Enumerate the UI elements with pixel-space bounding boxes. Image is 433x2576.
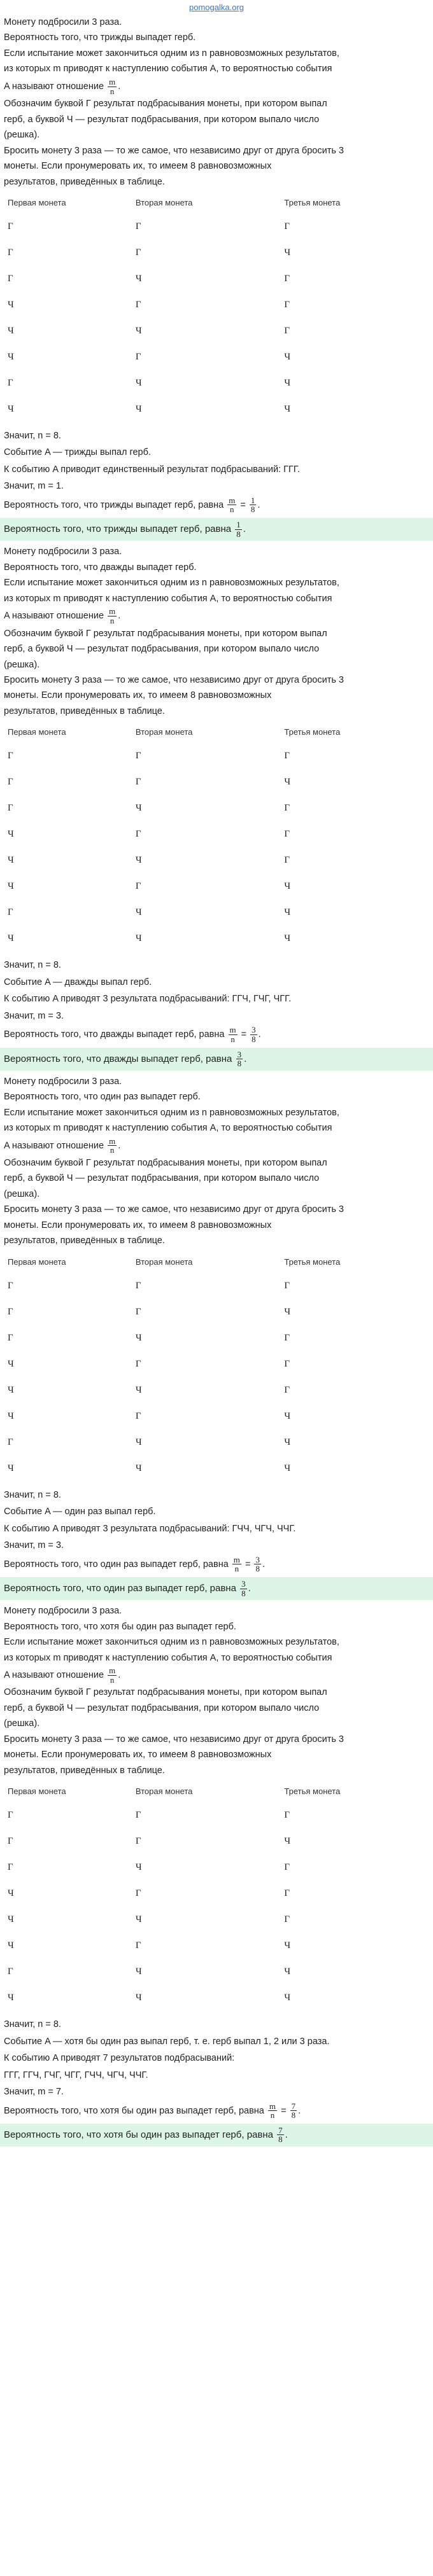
n-value: Значит, n = 8. (4, 430, 61, 441)
fraction: $\frac{m}{n}$ (109, 1136, 116, 1155)
table-cell: Г (284, 1332, 290, 1343)
throw-line: монеты. Если пронумеровать их, то имеем 8 равновозможных (4, 161, 272, 172)
table-cell: Ч (284, 777, 291, 788)
table-cell: Г (135, 1940, 141, 1951)
table-cell: Г (135, 1410, 141, 1421)
intro-text: Монету подбросили 3 раза. (4, 1606, 122, 1617)
table-cell: Г (284, 1914, 290, 1925)
throw-line: Бросить монету 3 раза — то же самое, что независимо друг от друга бросить 3 (4, 145, 344, 156)
table-row (4, 1377, 429, 1403)
table-row (4, 318, 429, 344)
definition-formula: A называют отношение $\frac{m}{n}$ . (4, 1136, 121, 1155)
table-cell: Ч (135, 1437, 142, 1447)
table-cell: Г (8, 1862, 13, 1873)
table-row (4, 743, 429, 769)
table-cell: Г (8, 803, 13, 814)
table-cell: Ч (135, 403, 142, 414)
table-row (4, 821, 429, 847)
site-link[interactable]: pomogalka.org (189, 2, 244, 12)
table-header-cell: Вторая монета (135, 727, 193, 737)
table-cell: Г (284, 273, 290, 284)
table-cell: Ч (8, 325, 14, 336)
table-row (4, 795, 429, 821)
fraction: $\frac{1}{8}$ (250, 495, 255, 515)
favorable-outcomes: К событию A приводит единственный результат подбрасываний: ГГГ. (4, 464, 300, 475)
table-row (4, 847, 429, 874)
answer-highlight: Вероятность того, что хотя бы один раз выпадет герб, равна $\frac{7}{8}$ . (0, 2124, 433, 2147)
table-header-row (4, 194, 429, 214)
table-cell: Ч (135, 377, 142, 388)
table-cell: Ч (8, 1358, 14, 1369)
definition-line: из которых m приводят к наступлению события A, то вероятностью события (4, 593, 332, 604)
table-row (4, 1959, 429, 1985)
table-cell: Ч (8, 1410, 14, 1421)
table-cell: Г (135, 881, 141, 892)
table-row (4, 266, 429, 292)
notation-line: (решка). (4, 130, 40, 141)
table-cell: Г (284, 1384, 290, 1395)
table-cell: Ч (8, 1914, 14, 1925)
outcomes-table (4, 1783, 429, 2011)
table-cell: Г (135, 351, 141, 362)
table-cell: Г (135, 777, 141, 788)
table-cell: Г (8, 751, 13, 762)
notation-line: (решка). (4, 659, 40, 670)
table-cell: Г (8, 1332, 13, 1343)
table-cell: Ч (284, 1836, 291, 1847)
table-cell: Ч (8, 1993, 14, 2003)
table-cell: Г (284, 1280, 290, 1291)
table-row (4, 292, 429, 318)
table-cell: Ч (284, 1437, 291, 1447)
solution-section (4, 1075, 429, 1600)
table-row (4, 1933, 429, 1959)
table-row (4, 1828, 429, 1855)
notation-line: (решка). (4, 1188, 40, 1199)
table-row (4, 874, 429, 900)
table-header-cell: Вторая монета (135, 197, 193, 207)
notation-line: (решка). (4, 1718, 40, 1729)
fraction: $\frac{m}{n}$ (229, 495, 236, 515)
table-cell: Ч (284, 247, 291, 258)
table-cell: Г (135, 751, 141, 762)
notation-line: герб, а буквой Ч — результат подбрасывания, при котором выпало число (4, 114, 320, 125)
table-cell: Ч (8, 881, 14, 892)
table-cell: Ч (135, 325, 142, 336)
table-header-cell: Третья монета (284, 1786, 341, 1797)
throw-line: результатов, приведённых в таблице. (4, 176, 165, 187)
table-cell: Ч (135, 933, 142, 944)
table-cell: Г (8, 273, 13, 284)
table-cell: Ч (284, 1993, 291, 2003)
definition-formula: A называют отношение $\frac{m}{n}$ . (4, 1666, 121, 1685)
table-cell: Г (284, 803, 290, 814)
table-cell: Ч (284, 1967, 291, 1977)
answer-highlight: Вероятность того, что дважды выпадет герб, равна $\frac{3}{8}$ . (0, 1048, 433, 1071)
table-cell: Г (8, 907, 13, 918)
table-cell: Г (135, 221, 141, 232)
table-cell: Ч (8, 855, 14, 866)
favorable-outcomes: К событию A приводят 7 результатов подбрасываний: (4, 2053, 235, 2064)
table-cell: Ч (8, 1888, 14, 1899)
table-row (4, 926, 429, 952)
table-header-row (4, 1783, 429, 1802)
throw-line: монеты. Если пронумеровать их, то имеем 8 равновозможных (4, 690, 272, 701)
table-cell: Г (284, 855, 290, 866)
throw-line: Бросить монету 3 раза — то же самое, что независимо друг от друга бросить 3 (4, 674, 344, 685)
table-cell: Г (135, 1306, 141, 1317)
event-definition: Событие A — один раз выпал герб. (4, 1507, 156, 1517)
m-value: Значит, m = 7. (4, 2087, 64, 2098)
table-header-cell: Третья монета (284, 1257, 341, 1267)
table-cell: Г (8, 1810, 13, 1821)
table-row (4, 1325, 429, 1351)
fraction: $\frac{7}{8}$ (278, 2125, 283, 2145)
table-cell: Ч (135, 1967, 142, 1977)
table-row (4, 1273, 429, 1299)
probability-formula: Вероятность того, что трижды выпадет герб, равна $\frac{m}{n}$ = $\frac{1}{8}$ . (4, 495, 260, 515)
table-row (4, 396, 429, 422)
table-row (4, 1456, 429, 1482)
table-row (4, 769, 429, 795)
table-header-row (4, 1253, 429, 1273)
favorable-outcomes: К событию A приводят 3 результата подбрасываний: ГЧЧ, ЧГЧ, ЧЧГ. (4, 1523, 296, 1534)
question-text: Вероятность того, что хотя бы один раз выпадет герб. (4, 1621, 236, 1632)
answer-highlight: Вероятность того, что один раз выпадет герб, равна $\frac{3}{8}$ . (0, 1577, 433, 1600)
table-cell: Г (284, 1358, 290, 1369)
table-header-cell: Первая монета (8, 1786, 66, 1797)
table-cell: Ч (135, 907, 142, 918)
fraction: $\frac{m}{n}$ (109, 76, 116, 96)
table-cell: Ч (135, 273, 142, 284)
table-header-cell: Первая монета (8, 727, 66, 737)
table-cell: Ч (284, 1306, 291, 1317)
favorable-outcomes: К событию A приводят 3 результата подбрасываний: ГГЧ, ГЧГ, ЧГГ. (4, 994, 292, 1005)
table-cell: Г (135, 1358, 141, 1369)
table-row (4, 1802, 429, 1828)
table-cell: Ч (135, 1862, 142, 1873)
table-row (4, 1881, 429, 1907)
table-cell: Ч (135, 855, 142, 866)
question-text: Вероятность того, что один раз выпадет герб. (4, 1092, 201, 1103)
table-cell: Ч (8, 1940, 14, 1951)
definition-formula: A называют отношение $\frac{m}{n}$ . (4, 76, 121, 96)
definition-line: Если испытание может закончиться одним из n равновозможных результатов, (4, 48, 339, 59)
table-row (4, 370, 429, 396)
table-cell: Ч (135, 1332, 142, 1343)
throw-line: Бросить монету 3 раза — то же самое, что независимо друг от друга бросить 3 (4, 1734, 344, 1744)
table-cell: Г (8, 247, 13, 258)
m-value: Значит, m = 3. (4, 1010, 64, 1021)
table-cell: Г (284, 1810, 290, 1821)
fraction: $\frac{3}{8}$ (237, 1049, 242, 1069)
question-text: Вероятность того, что дважды выпадет герб. (4, 562, 197, 573)
table-header-cell: Вторая монета (135, 1786, 193, 1797)
table-cell: Г (135, 1836, 141, 1847)
n-value: Значит, n = 8. (4, 1489, 61, 1500)
site-header (0, 0, 433, 14)
table-cell: Ч (8, 1463, 14, 1473)
table-cell: Г (284, 299, 290, 310)
definition-formula: A называют отношение $\frac{m}{n}$ . (4, 606, 121, 625)
definition-line: из которых m приводят к наступлению события A, то вероятностью события (4, 1652, 332, 1663)
table-cell: Ч (8, 299, 14, 310)
intro-text: Монету подбросили 3 раза. (4, 1076, 122, 1087)
throw-line: монеты. Если пронумеровать их, то имеем 8 равновозможных (4, 1750, 272, 1760)
throw-line: результатов, приведённых в таблице. (4, 1765, 165, 1776)
fraction: $\frac{3}{8}$ (241, 1578, 246, 1598)
table-cell: Ч (284, 933, 291, 944)
solution-section (4, 15, 429, 541)
definition-line: Если испытание может закончиться одним из n равновозможных результатов, (4, 1637, 339, 1648)
table-cell: Г (135, 1888, 141, 1899)
table-cell: Г (8, 1306, 13, 1317)
table-row (4, 240, 429, 266)
table-cell: Г (135, 247, 141, 258)
fraction: $\frac{m}{n}$ (109, 606, 116, 625)
definition-line: из которых m приводят к наступлению события A, то вероятностью события (4, 64, 332, 74)
table-cell: Ч (135, 1993, 142, 2003)
table-row (4, 1299, 429, 1325)
solution-section (4, 1604, 429, 2147)
table-cell: Г (8, 377, 13, 388)
table-cell: Ч (8, 403, 14, 414)
definition-line: из которых m приводят к наступлению события A, то вероятностью события (4, 1123, 332, 1134)
fraction: $\frac{7}{8}$ (291, 2101, 296, 2120)
intro-text: Монету подбросили 3 раза. (4, 17, 122, 27)
table-cell: Г (135, 1810, 141, 1821)
intro-text: Монету подбросили 3 раза. (4, 547, 122, 557)
table-row (4, 1855, 429, 1881)
notation-line: герб, а буквой Ч — результат подбрасывания, при котором выпало число (4, 644, 320, 655)
event-definition: Событие A — дважды выпал герб. (4, 977, 152, 987)
table-cell: Ч (135, 1384, 142, 1395)
table-cell: Г (8, 1967, 13, 1977)
table-row (4, 1403, 429, 1430)
outcomes-table (4, 194, 429, 422)
notation-line: Обозначим буквой Г результат подбрасывания монеты, при котором выпал (4, 1157, 327, 1168)
table-row (4, 1907, 429, 1933)
table-cell: Ч (284, 377, 291, 388)
fraction: $\frac{3}{8}$ (252, 1025, 256, 1044)
table-header-cell: Первая монета (8, 197, 66, 207)
fraction: $\frac{3}{8}$ (255, 1554, 260, 1574)
table-cell: Г (135, 299, 141, 310)
throw-line: монеты. Если пронумеровать их, то имеем 8 равновозможных (4, 1220, 272, 1230)
solution-section (4, 545, 429, 1070)
table-cell: Ч (135, 803, 142, 814)
outcomes-table (4, 1253, 429, 1482)
table-row (4, 1351, 429, 1377)
table-header-row (4, 723, 429, 743)
fraction: $\frac{m}{n}$ (109, 1666, 116, 1685)
n-value: Значит, n = 8. (4, 2019, 61, 2030)
probability-formula: Вероятность того, что один раз выпадет герб, равна $\frac{m}{n}$ = $\frac{3}{8}$ . (4, 1554, 265, 1574)
n-value: Значит, n = 8. (4, 960, 61, 971)
table-header-cell: Третья монета (284, 727, 341, 737)
answer-highlight: Вероятность того, что трижды выпадет герб, равна $\frac{1}{8}$ . (0, 518, 433, 541)
table-cell: Г (284, 221, 290, 232)
table-cell: Ч (284, 351, 291, 362)
table-cell: Г (8, 1836, 13, 1847)
table-cell: Г (135, 829, 141, 840)
throw-line: результатов, приведённых в таблице. (4, 706, 165, 716)
m-value: Значит, m = 3. (4, 1540, 64, 1551)
table-row (4, 344, 429, 370)
notation-line: Обозначим буквой Г результат подбрасывания монеты, при котором выпал (4, 628, 327, 639)
table-cell: Г (8, 1280, 13, 1291)
favorable-list: ГГГ, ГГЧ, ГЧГ, ЧГГ, ГЧЧ, ЧГЧ, ЧЧГ. (4, 2070, 148, 2080)
table-cell: Г (8, 1437, 13, 1447)
table-cell: Г (8, 221, 13, 232)
event-definition: Событие A — трижды выпал герб. (4, 447, 151, 458)
notation-line: Обозначим буквой Г результат подбрасывания монеты, при котором выпал (4, 99, 327, 109)
notation-line: герб, а буквой Ч — результат подбрасывания, при котором выпало число (4, 1702, 320, 1713)
notation-line: Обозначим буквой Г результат подбрасывания монеты, при котором выпал (4, 1687, 327, 1698)
table-cell: Г (284, 1888, 290, 1899)
definition-line: Если испытание может закончиться одним из n равновозможных результатов, (4, 578, 339, 588)
question-text: Вероятность того, что трижды выпадет герб. (4, 32, 196, 43)
m-value: Значит, m = 1. (4, 481, 64, 492)
table-row (4, 1430, 429, 1456)
table-cell: Ч (284, 881, 291, 892)
table-row (4, 214, 429, 240)
probability-formula: Вероятность того, что дважды выпадет герб, равна $\frac{m}{n}$ = $\frac{3}{8}$ . (4, 1025, 261, 1044)
solution-content (0, 15, 433, 2147)
table-cell: Ч (8, 829, 14, 840)
fraction: $\frac{1}{8}$ (236, 520, 241, 539)
definition-line: Если испытание может закончиться одним из n равновозможных результатов, (4, 1107, 339, 1118)
table-cell: Г (284, 751, 290, 762)
fraction: $\frac{m}{n}$ (233, 1554, 240, 1574)
fraction: $\frac{m}{n}$ (229, 1025, 236, 1044)
throw-line: результатов, приведённых в таблице. (4, 1236, 165, 1246)
table-cell: Ч (284, 907, 291, 918)
probability-formula: Вероятность того, что хотя бы один раз выпадет герб, равна $\frac{m}{n}$ = $\frac{7}{8}$ . (4, 2101, 301, 2120)
event-definition: Событие A — хотя бы один раз выпал герб, т. е. герб выпал 1, 2 или 3 раза. (4, 2036, 330, 2047)
table-cell: Ч (8, 1384, 14, 1395)
table-cell: Ч (284, 1463, 291, 1473)
table-cell: Г (135, 1280, 141, 1291)
throw-line: Бросить монету 3 раза — то же самое, что независимо друг от друга бросить 3 (4, 1204, 344, 1215)
table-cell: Ч (284, 1940, 291, 1951)
table-cell: Ч (8, 351, 14, 362)
table-header-cell: Третья монета (284, 197, 341, 207)
table-cell: Г (284, 829, 290, 840)
notation-line: герб, а буквой Ч — результат подбрасывания, при котором выпало число (4, 1173, 320, 1184)
table-header-cell: Первая монета (8, 1257, 66, 1267)
table-row (4, 1985, 429, 2011)
table-row (4, 900, 429, 926)
table-header-cell: Вторая монета (135, 1257, 193, 1267)
table-cell: Г (8, 777, 13, 788)
table-cell: Г (284, 1862, 290, 1873)
fraction: $\frac{m}{n}$ (269, 2101, 276, 2120)
table-cell: Ч (284, 1410, 291, 1421)
table-cell: Ч (135, 1914, 142, 1925)
table-cell: Г (284, 325, 290, 336)
table-cell: Ч (284, 403, 291, 414)
table-cell: Ч (8, 933, 14, 944)
table-cell: Ч (135, 1463, 142, 1473)
outcomes-table (4, 723, 429, 952)
